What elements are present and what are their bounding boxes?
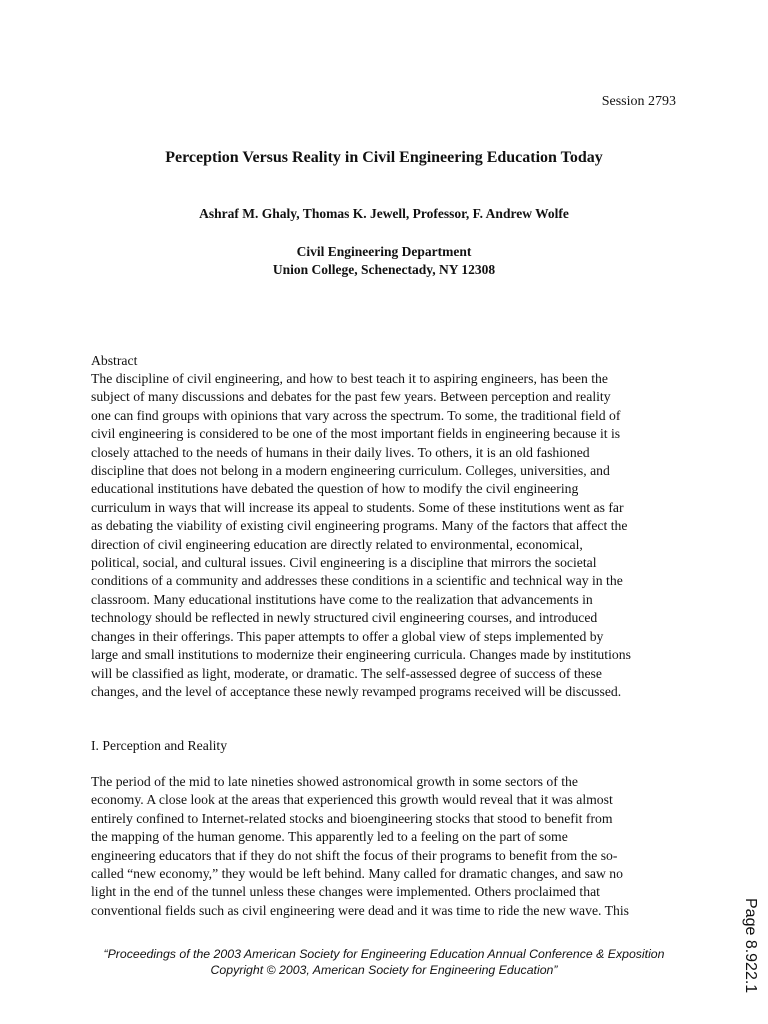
abstract-heading: Abstract	[91, 353, 138, 368]
session-number: Session 2793	[601, 94, 676, 109]
section-paragraph	[91, 773, 675, 920]
text-line: subject of many discussions and debates for the past few years. Between perception and reality	[91, 389, 611, 405]
department: Civil Engineering Department	[296, 244, 472, 259]
text-line: The period of the mid to late nineties showed astronomical growth in some sectors of the	[91, 774, 578, 789]
text-line: large and small institutions to modernize their engineering curricula. Changes made by institutions	[91, 647, 631, 663]
text-line: the mapping of the human genome. This apparently led to a feeling on the part of some	[91, 829, 568, 845]
text-line: classroom. Many educational institutions have come to the realization that advancements in	[91, 591, 593, 607]
text-line: civil engineering is considered to be one of the most important fields in engineering because it is	[91, 426, 621, 442]
text-line: technology should be reflected in newly structured civil engineering courses, and introduced	[91, 610, 598, 626]
page-number-label	[737, 898, 765, 998]
affiliation	[0, 243, 768, 279]
abstract-body	[91, 370, 675, 701]
text-line: called “new economy,” they would be left behind. Many called for dramatic changes, and saw no	[91, 866, 623, 882]
text-line: changes in their offerings. This paper attempts to offer a global view of steps implemented by	[91, 628, 604, 644]
text-line: The discipline of civil engineering, and how to best teach it to aspiring engineers, has been the	[91, 371, 608, 386]
text-line: engineering educators that if they do not shift the focus of their programs to benefit from the so-	[91, 847, 618, 863]
text-line: closely attached to the needs of humans in their daily lives. To others, it is an old fashioned	[91, 444, 590, 460]
text-line: educational institutions have debated the question of how to modify the civil engineering	[91, 481, 579, 497]
footer-copyright-line: Copyright © 2003, American Society for Engineering Education”	[210, 963, 558, 977]
text-line: as debating the viability of existing civil engineering programs. Many of the factors that affect the	[91, 518, 628, 534]
text-line: changes, and the level of acceptance these newly revamped programs received will be discussed.	[91, 683, 622, 699]
text-line: discipline that does not belong in a modern engineering curriculum. Colleges, universities, and	[91, 463, 610, 479]
page-number-text: Page 8.922.1	[742, 898, 759, 994]
proceedings-footer	[0, 946, 768, 978]
authors: Ashraf M. Ghaly, Thomas K. Jewell, Professor, F. Andrew Wolfe	[199, 206, 569, 221]
text-line: one can find groups with opinions that vary across the spectrum. To some, the traditional field of	[91, 407, 621, 423]
text-line: direction of civil engineering education are directly related to environmental, economical,	[91, 536, 583, 552]
text-line: will be classified as light, moderate, or dramatic. The self-assessed degree of success of these	[91, 665, 602, 681]
text-line: light in the end of the tunnel unless these changes were implemented. Others proclaimed that	[91, 884, 600, 900]
paper-title: Perception Versus Reality in Civil Engineering Education Today	[165, 149, 603, 166]
text-line: economy. A close look at the areas that experienced this growth would reveal that it was almost	[91, 792, 613, 808]
text-line: entirely confined to Internet-related stocks and bioengineering stocks that stood to benefit from	[91, 810, 613, 826]
text-line: curriculum in ways that will increase its appeal to students. Some of these institutions went as far	[91, 499, 624, 515]
text-line: conditions of a community and addresses these conditions in a scientific and technical way in the	[91, 573, 623, 589]
text-line: political, social, and cultural issues. Civil engineering is a discipline that mirrors the societal	[91, 555, 597, 571]
text-line: conventional fields such as civil engineering were dead and it was time to ride the new wave. This	[91, 902, 629, 918]
section-heading: I. Perception and Reality	[91, 738, 228, 753]
footer-proceedings-line: “Proceedings of the 2003 American Society for Engineering Education Annual Conference & Exposition	[103, 947, 665, 961]
institution: Union College, Schenectady, NY 12308	[272, 262, 496, 277]
